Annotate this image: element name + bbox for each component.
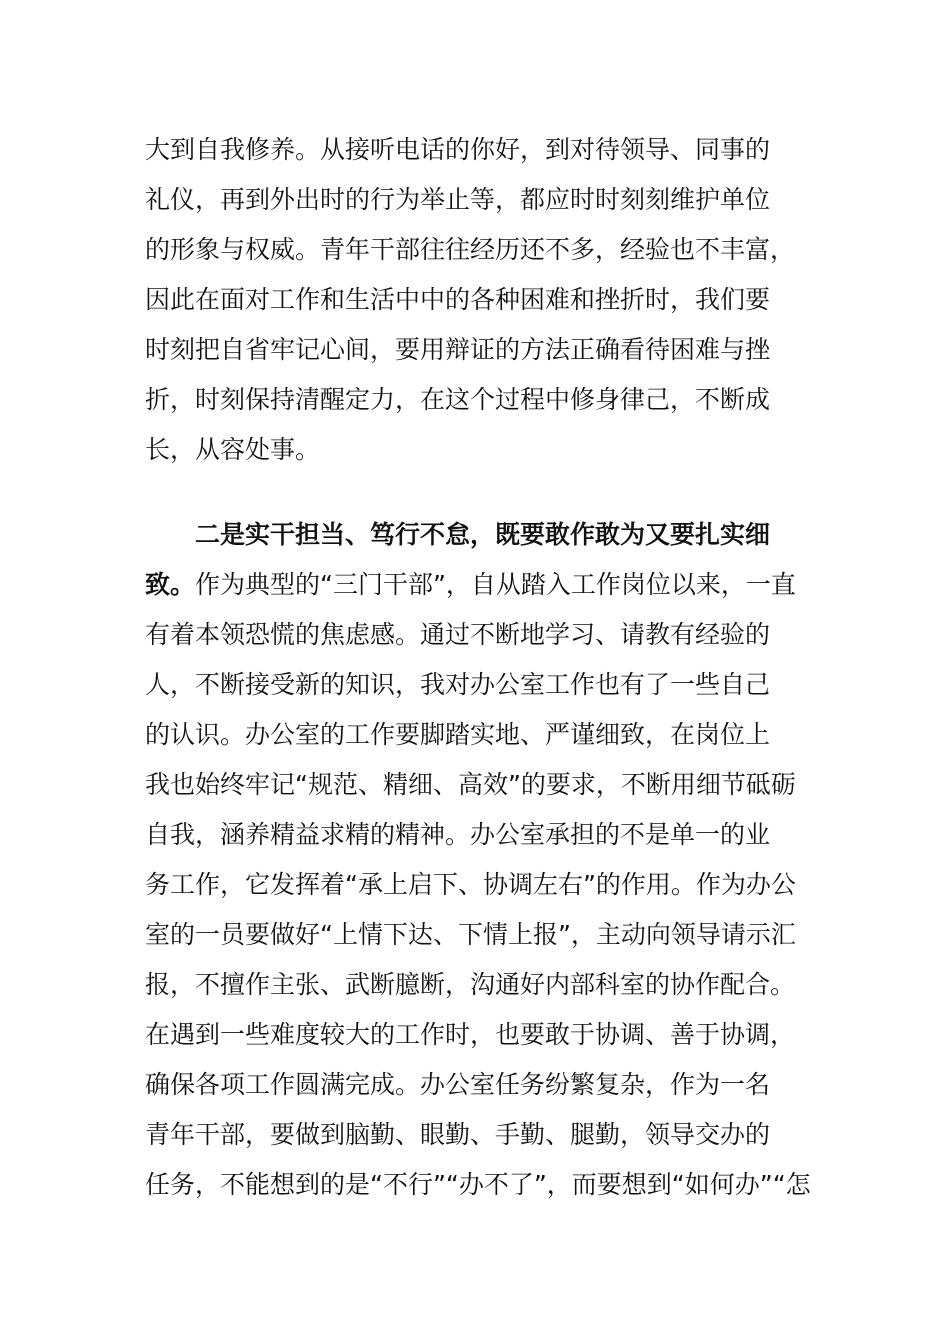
text-line: 礼仪，再到外出时的行为举止等，都应时时刻刻维护单位 (145, 185, 771, 214)
text-line: 任务，不能想到的是“不行”“办不了”，而要想到“如何办”“怎 (145, 1170, 811, 1199)
text-line: 报，不擅作主张、武断臆断，沟通好内部科室的协作配合。 (145, 970, 796, 999)
text-line: 我也始终牢记“规范、精细、高效”的要求，不断用细节砥砺 (145, 770, 796, 799)
text-line: 的形象与权威。青年干部往往经历还不多，经验也不丰富， (145, 235, 796, 264)
text-line: 确保各项工作圆满完成。办公室任务纷繁复杂，作为一名 (145, 1070, 771, 1099)
text-line (145, 560, 810, 610)
text-line: 长，从容处事。 (145, 435, 321, 464)
text-line: 务工作，它发挥着“承上启下、协调左右”的作用。作为办公 (145, 870, 796, 899)
text-line: 的认识。办公室的工作要脚踏实地、严谨细致，在岗位上 (145, 720, 771, 749)
paragraph-practical-work (145, 510, 810, 1210)
text-line: 青年干部，要做到脑勤、眼勤、手勤、腿勤，领导交办的 (145, 1120, 771, 1149)
text-line: 在遇到一些难度较大的工作时，也要敢于协调、善于协调， (145, 1020, 796, 1049)
text-line: 室的一员要做好“上情下达、下情上报”，主动向领导请示汇 (145, 920, 796, 949)
text-line: 大到自我修养。从接听电话的你好，到对待领导、同事的 (145, 135, 771, 164)
text-line: 自我，涵养精益求精的精神。办公室承担的不是单一的业 (145, 820, 771, 849)
paragraph-self-cultivation (145, 125, 810, 475)
text-line-rest: 作为典型的“三门干部”，自从踏入工作岗位以来，一直 (195, 570, 796, 599)
section-heading: 二是实干担当、笃行不怠，既要敢作敢为又要扎实细 (195, 520, 771, 549)
text-line: 因此在面对工作和生活中中的各种困难和挫折时，我们要 (145, 285, 771, 314)
text-line: 人，不断接受新的知识，我对办公室工作也有了一些自己 (145, 670, 771, 699)
text-line: 时刻把自省牢记心间，要用辩证的方法正确看待困难与挫 (145, 335, 771, 364)
section-heading-end: 致。 (145, 570, 196, 599)
text-line: 有着本领恐慌的焦虑感。通过不断地学习、请教有经验的 (145, 620, 771, 649)
text-line: 折，时刻保持清醒定力，在这个过程中修身律己，不断成 (145, 385, 771, 414)
